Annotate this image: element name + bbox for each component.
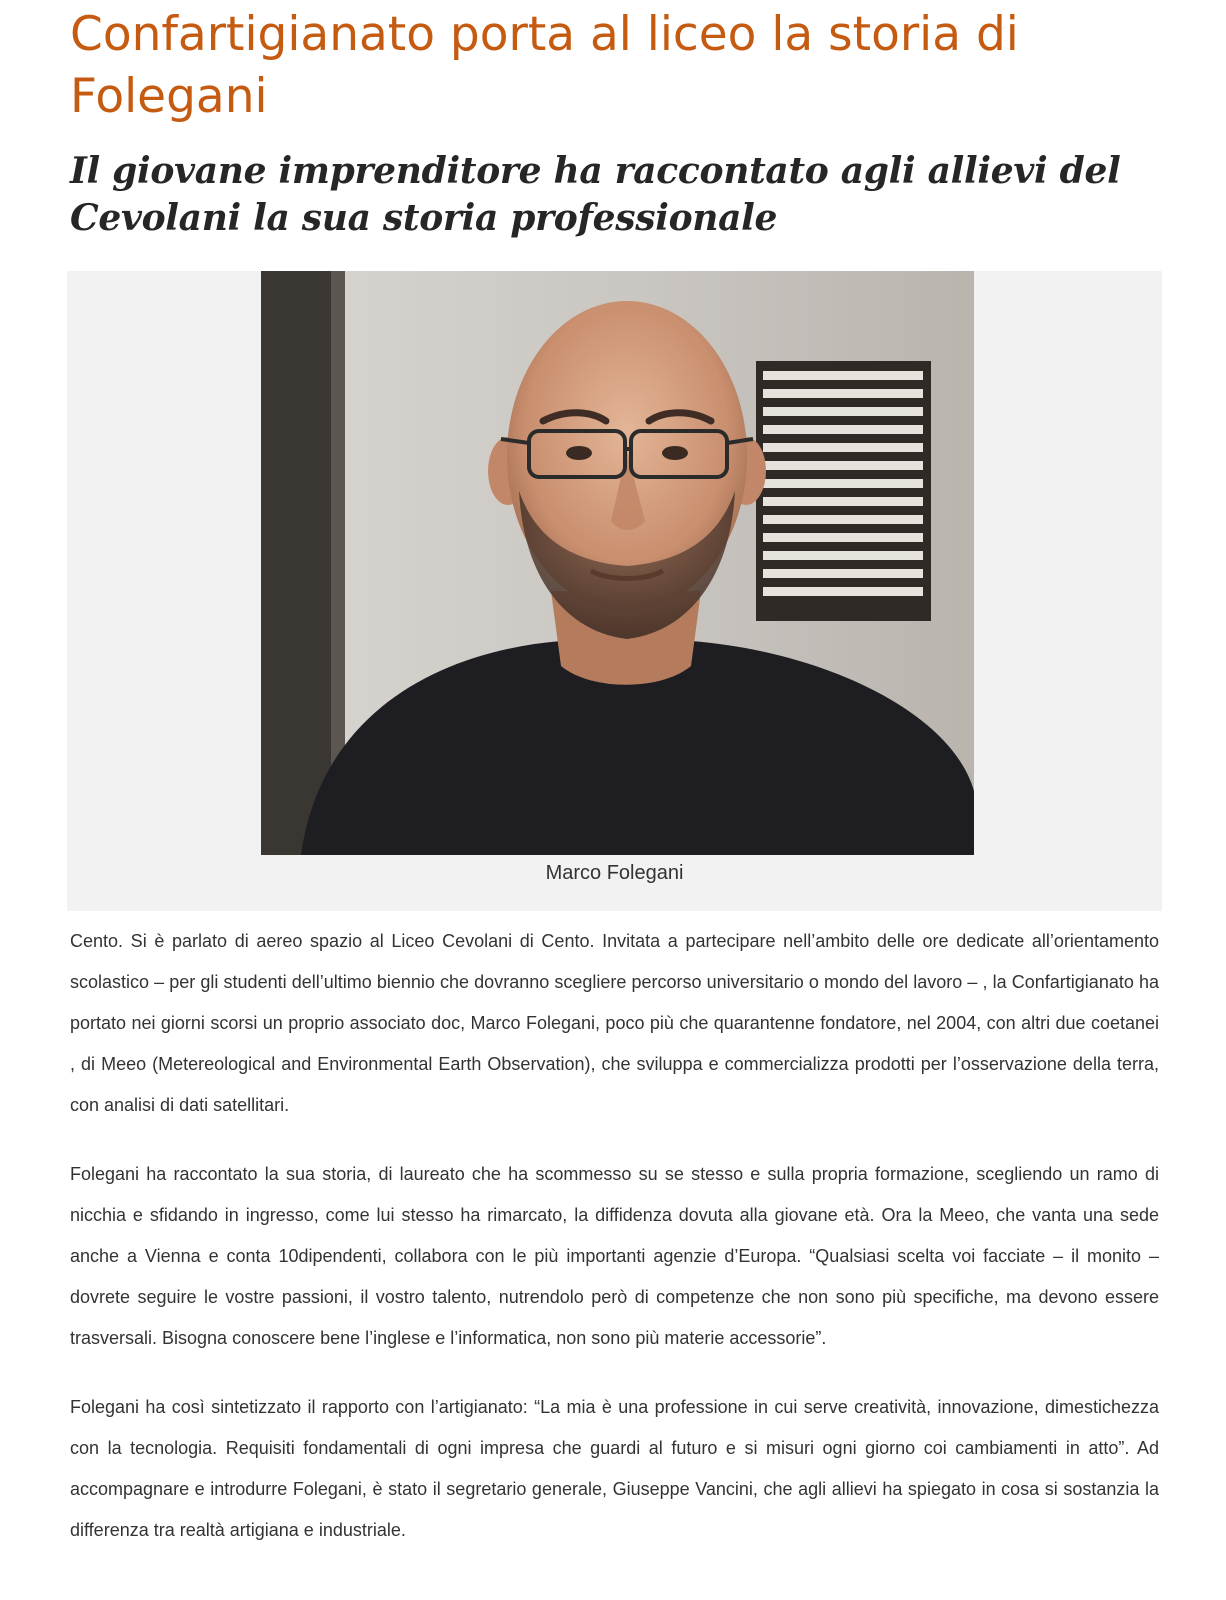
article-paragraph: Folegani ha raccontato la sua storia, di laureato che ha scommesso su se stesso e sulla propria formazione, scegliendo un ramo di nicchia e sfidando in ingresso, come lui stesso ha rimarcato, la diffidenza dovuta alla giovane età. Ora la Meeo, che vanta una sede anche a Vienna e conta 10dipendenti, collabora con le più importanti agenzie d’Europa. “Qualsiasi scelta voi facciate – il monito – dovrete seguire le vostre passioni, il vostro talento, nutrendolo però di competenze che non sono più specifiche, ma devono essere trasversali. Bisogna conoscere bene l’inglese e l’informatica, non sono più materie accessorie”.: [70, 1164, 1159, 1348]
photo-figure: [67, 271, 1162, 911]
article-body: [70, 921, 1159, 1579]
article-paragraph: Folegani ha così sintetizzato il rapporto con l’artigianato: “La mia è una professione in cui serve creatività, innovazione, dimestichezza con la tecnologia. Requisiti fondamentali di ogni impresa che guardi al futuro e si misuri ogni giorno coi cambiamenti in atto”. Ad accompagnare e introdurre Folegani, è stato il segretario generale, Giuseppe Vancini, che agli allievi ha spiegato in cosa si sostanzia la differenza tra realtà artigiana e industriale.: [70, 1397, 1159, 1540]
article-subheadline: Il giovane imprenditore ha raccontato agli allievi del Cevolani la sua storia professionale: [70, 150, 1121, 239]
article-headline: Confartigianato porta al liceo la storia di Folegani: [70, 7, 1019, 124]
article-paragraph: Cento. Si è parlato di aereo spazio al Liceo Cevolani di Cento. Invitata a partecipare nell’ambito delle ore dedicate all’orientamento scolastico – per gli studenti dell’ultimo biennio che dovranno scegliere percorso universitario o mondo del lavoro – , la Confartigianato ha portato nei giorni scorsi un proprio associato doc, Marco Folegani, poco più che quarantenne fondatore, nel 2004, con altri due coetanei , di Meeo (Metereological and Environmental Earth Observation), che sviluppa e commercializza prodotti per l’osservazione della terra, con analisi di dati satellitari.: [70, 931, 1159, 1115]
photo-caption: Marco Folegani: [545, 862, 684, 884]
portrait-photo: [261, 271, 974, 855]
